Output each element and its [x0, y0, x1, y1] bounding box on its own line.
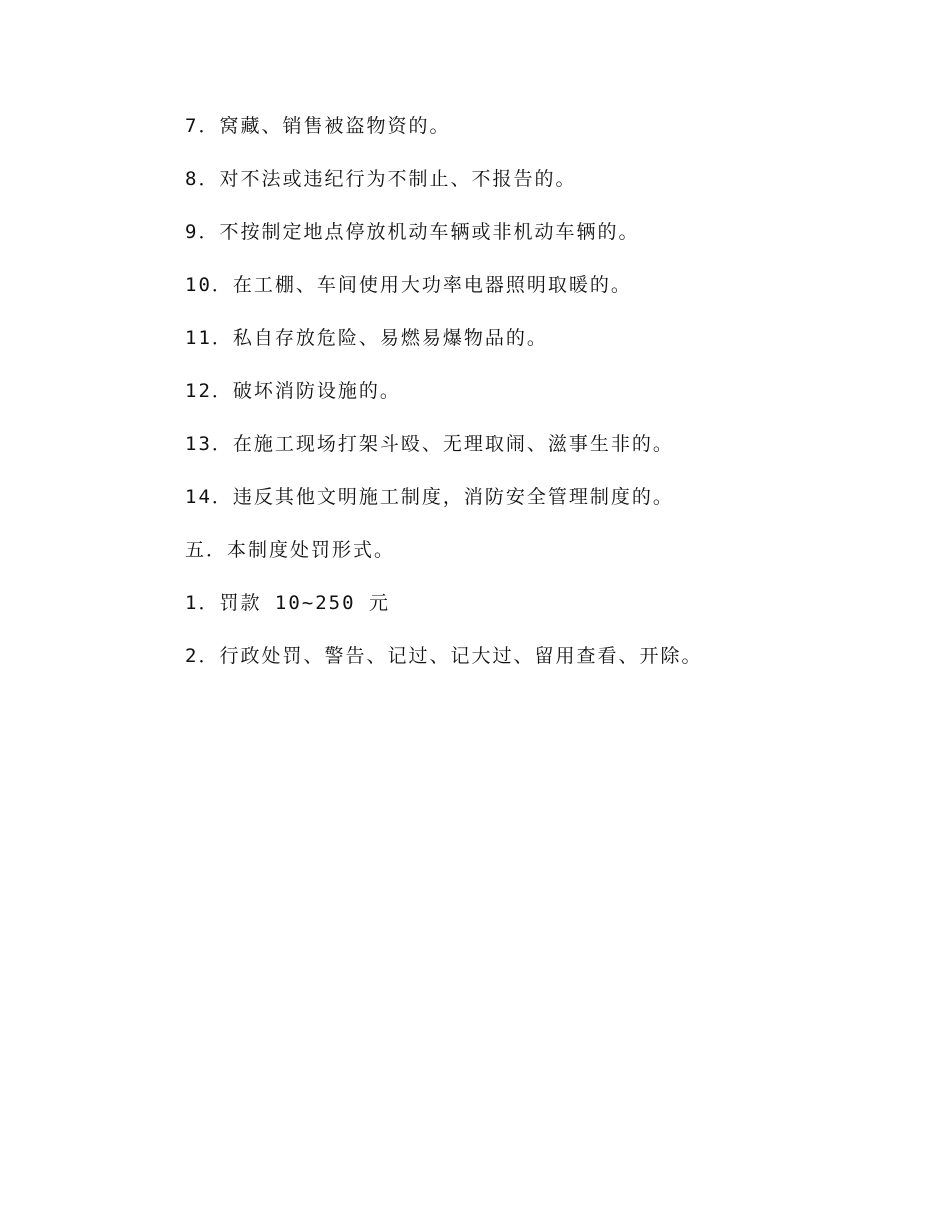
list-item: 9．不按制定地点停放机动车辆或非机动车辆的。: [185, 221, 640, 243]
section-heading: 五．本制度处罚形式。: [185, 539, 396, 561]
list-item: 2．行政处罚、警告、记过、记大过、留用查看、开除。: [185, 645, 703, 667]
list-item: 10．在工棚、车间使用大功率电器照明取暖的。: [185, 274, 632, 296]
list-item: 13．在施工现场打架斗殴、无理取闹、滋事生非的。: [185, 433, 674, 455]
document-body: [185, 112, 885, 695]
list-item: 1．罚款 10~250 元: [185, 592, 390, 614]
list-item: 7．窝藏、销售被盗物资的。: [185, 115, 451, 137]
list-item: 12．破坏消防设施的。: [185, 380, 401, 402]
list-item: 11．私自存放危险、易燃易爆物品的。: [185, 327, 548, 349]
list-item: 14．违反其他文明施工制度，消防安全管理制度的。: [185, 486, 674, 508]
list-item: 8．对不法或违纪行为不制止、不报告的。: [185, 168, 577, 190]
